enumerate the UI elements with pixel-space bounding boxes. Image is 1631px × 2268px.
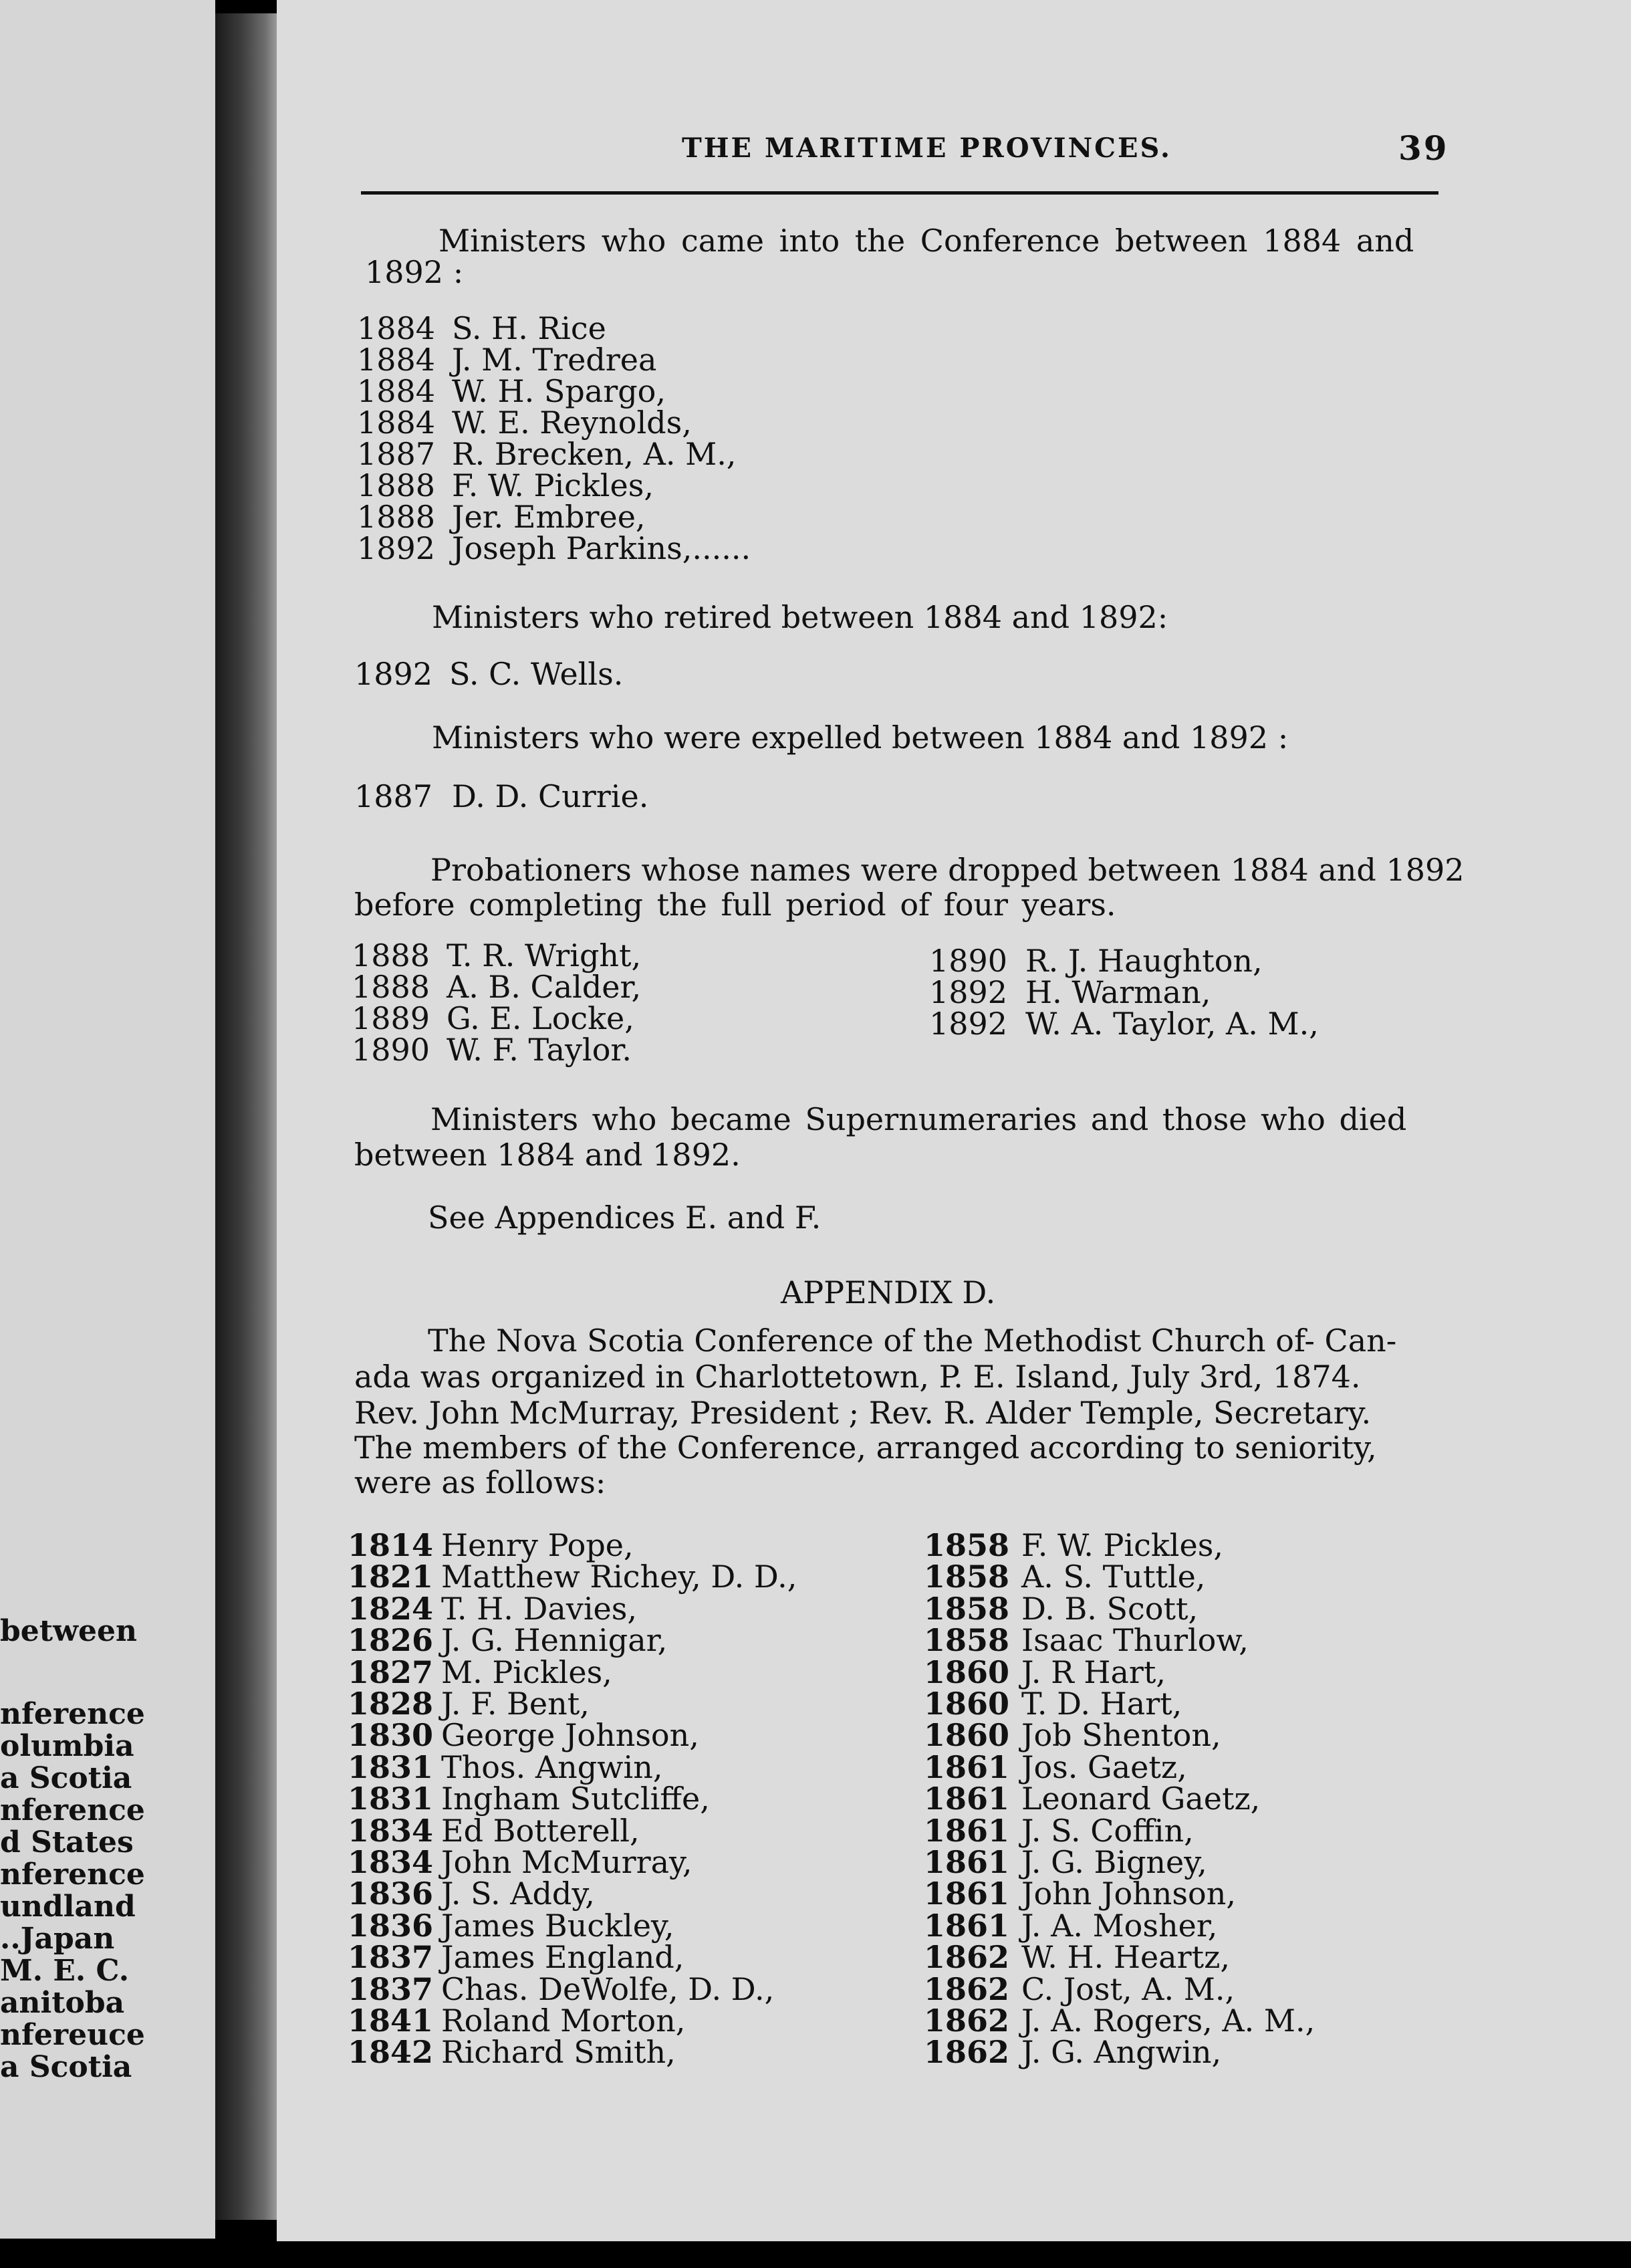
year: 1858	[924, 1590, 1010, 1627]
member-name: F. W. Pickles,	[1021, 1527, 1223, 1563]
member-name: J. R Hart,	[1021, 1654, 1166, 1690]
member-name: James England,	[441, 1939, 684, 1976]
left-fragment: d States	[0, 1825, 134, 1859]
left-fragment: M. E. C.	[0, 1954, 130, 1988]
year: 1862	[924, 2034, 1010, 2071]
minister-name: F. W. Pickles,	[452, 467, 654, 503]
section2-heading: Ministers who retired between 1884 and 1892:	[432, 599, 1168, 635]
section1-heading-cont: 1892 :	[365, 254, 464, 290]
section4-heading: Probationers whose names were dropped between 1884 and 1892	[430, 852, 1465, 888]
year: 1887	[354, 778, 433, 814]
year: 1884	[357, 405, 436, 441]
book-gutter	[215, 13, 277, 2220]
year: 1837	[348, 1939, 434, 1976]
year: 1887	[357, 436, 436, 472]
member-name: Isaac Thurlow,	[1021, 1622, 1249, 1659]
member-name: T. D. Hart,	[1021, 1686, 1182, 1722]
year: 1861	[924, 1844, 1010, 1880]
year: 1888	[352, 937, 430, 974]
minister-name: Jer. Embree,	[452, 499, 646, 535]
probationer-name: G. E. Locke,	[447, 1000, 634, 1036]
minister-name: Joseph Parkins,......	[452, 530, 751, 566]
probationer-name: W. A. Taylor, A. M.,	[1025, 1006, 1319, 1042]
member-name: J. F. Bent,	[441, 1686, 590, 1722]
minister-name: J. M. Tredrea	[452, 342, 657, 378]
probationer-name: W. F. Taylor.	[447, 1032, 632, 1068]
year: 1860	[924, 1654, 1010, 1690]
member-name: W. H. Heartz,	[1021, 1939, 1230, 1976]
probationer-name: A. B. Calder,	[447, 969, 642, 1005]
member-name: Roland Morton,	[441, 2003, 686, 2039]
left-fragment: between	[0, 1614, 137, 1648]
year: 1861	[924, 1907, 1010, 1944]
appendix-paragraph-line: The Nova Scotia Conference of the Methodist Church of- Can-	[428, 1323, 1397, 1359]
member-name: Ingham Sutcliffe,	[441, 1781, 710, 1817]
left-fragment: ..Japan	[0, 1922, 115, 1956]
year: 1827	[348, 1654, 434, 1690]
year: 1836	[348, 1876, 434, 1912]
member-name: John McMurray,	[441, 1844, 693, 1880]
year: 1814	[348, 1527, 434, 1563]
year: 1892	[929, 1006, 1008, 1042]
probationer-name: R. J. Haughton,	[1025, 943, 1263, 979]
year: 1861	[924, 1812, 1010, 1849]
year: 1831	[348, 1781, 434, 1817]
year: 1858	[924, 1527, 1010, 1563]
member-name: T. H. Davies,	[441, 1590, 637, 1627]
year: 1861	[924, 1876, 1010, 1912]
year: 1860	[924, 1717, 1010, 1754]
member-name: Matthew Richey, D. D.,	[441, 1559, 797, 1595]
year: 1861	[924, 1748, 1010, 1785]
year: 1860	[924, 1686, 1010, 1722]
appendix-paragraph-line: ada was organized in Charlottetown, P. E. Island, July 3rd, 1874.	[354, 1359, 1361, 1395]
year: 1890	[929, 943, 1008, 979]
year: 1890	[352, 1032, 430, 1068]
section4-heading-cont: before completing the full period of four years.	[354, 887, 1116, 923]
year: 1834	[348, 1812, 434, 1849]
year: 1831	[348, 1748, 434, 1785]
member-name: J. A. Rogers, A. M.,	[1021, 2003, 1315, 2039]
left-fragment: a Scotia	[0, 2050, 132, 2084]
appendix-paragraph-line: were as follows:	[354, 1464, 606, 1500]
minister-name: R. Brecken, A. M.,	[452, 436, 737, 472]
left-fragment: nfereuce	[0, 2018, 145, 2052]
member-name: Leonard Gaetz,	[1021, 1781, 1261, 1817]
section5-heading-cont: between 1884 and 1892.	[354, 1137, 741, 1173]
minister-name: S. H. Rice	[452, 310, 606, 346]
member-name: A. S. Tuttle,	[1021, 1559, 1206, 1595]
member-name: George Johnson,	[441, 1717, 699, 1754]
left-fragment: olumbia	[0, 1729, 134, 1763]
year: 1828	[348, 1686, 434, 1722]
member-name: M. Pickles,	[441, 1654, 612, 1690]
year: 1858	[924, 1622, 1010, 1659]
member-name: J. S. Addy,	[441, 1876, 595, 1912]
year: 1862	[924, 1939, 1010, 1976]
member-name: Job Shenton,	[1021, 1717, 1221, 1754]
member-name: J. S. Coffin,	[1021, 1812, 1194, 1849]
year: 1834	[348, 1844, 434, 1880]
minister-name: S. C. Wells.	[449, 656, 624, 692]
minister-name: D. D. Currie.	[452, 778, 649, 814]
minister-name: W. H. Spargo,	[452, 373, 666, 409]
section1-heading: Ministers who came into the Conference between 1884 and	[438, 223, 1414, 259]
left-fragment: nference	[0, 1697, 145, 1731]
section5-heading: Ministers who became Supernumeraries and those who died	[430, 1101, 1407, 1137]
appendix-paragraph-line: The members of the Conference, arranged according to seniority,	[354, 1430, 1377, 1466]
member-name: Thos. Angwin,	[441, 1748, 663, 1785]
probationer-name: T. R. Wright,	[447, 937, 642, 974]
probationer-name: H. Warman,	[1025, 974, 1211, 1010]
member-name: John Johnson,	[1021, 1876, 1236, 1912]
left-fragment: undland	[0, 1890, 136, 1924]
year: 1889	[352, 1000, 430, 1036]
member-name: Chas. DeWolfe, D. D.,	[441, 1970, 775, 2007]
year: 1888	[357, 467, 436, 503]
year: 1888	[357, 499, 436, 535]
year: 1821	[348, 1559, 434, 1595]
year: 1826	[348, 1622, 434, 1659]
year: 1884	[357, 342, 436, 378]
year: 1858	[924, 1559, 1010, 1595]
member-name: J. G. Angwin,	[1021, 2034, 1222, 2071]
member-name: Richard Smith,	[441, 2034, 676, 2071]
year: 1862	[924, 2003, 1010, 2039]
left-fragment: anitoba	[0, 1986, 125, 2020]
member-name: D. B. Scott,	[1021, 1590, 1199, 1627]
left-fragment: nference	[0, 1793, 145, 1827]
year: 1861	[924, 1781, 1010, 1817]
member-name: Ed Botterell,	[441, 1812, 640, 1849]
member-name: Henry Pope,	[441, 1527, 634, 1563]
year: 1884	[357, 310, 436, 346]
year: 1888	[352, 969, 430, 1005]
left-fragment: a Scotia	[0, 1761, 132, 1795]
year: 1892	[357, 530, 436, 566]
appendix-paragraph-line: Rev. John McMurray, President ; Rev. R. Alder Temple, Secretary.	[354, 1395, 1372, 1431]
member-name: J. G. Bigney,	[1021, 1844, 1207, 1880]
year: 1837	[348, 1970, 434, 2007]
year: 1862	[924, 1970, 1010, 2007]
see-appendices: See Appendices E. and F.	[428, 1200, 822, 1236]
appendix-title: APPENDIX D.	[781, 1274, 996, 1311]
year: 1892	[929, 974, 1008, 1010]
minister-name: W. E. Reynolds,	[452, 405, 692, 441]
left-page-edge	[0, 0, 215, 2239]
member-name: C. Jost, A. M.,	[1021, 1970, 1235, 2007]
section3-heading: Ministers who were expelled between 1884 and 1892 :	[432, 719, 1289, 756]
year: 1884	[357, 373, 436, 409]
member-name: J. G. Hennigar,	[441, 1622, 668, 1659]
year: 1824	[348, 1590, 434, 1627]
page-number: 39	[1398, 128, 1449, 168]
running-title: THE MARITIME PROVINCES.	[682, 132, 1172, 164]
member-name: Jos. Gaetz,	[1021, 1748, 1187, 1785]
year: 1836	[348, 1907, 434, 1944]
year: 1892	[354, 656, 433, 692]
member-name: J. A. Mosher,	[1021, 1907, 1218, 1944]
year: 1841	[348, 2003, 434, 2039]
year: 1842	[348, 2034, 434, 2071]
left-fragment: nference	[0, 1857, 145, 1892]
year: 1830	[348, 1717, 434, 1754]
member-name: James Buckley,	[441, 1907, 674, 1944]
header-rule	[361, 191, 1438, 195]
